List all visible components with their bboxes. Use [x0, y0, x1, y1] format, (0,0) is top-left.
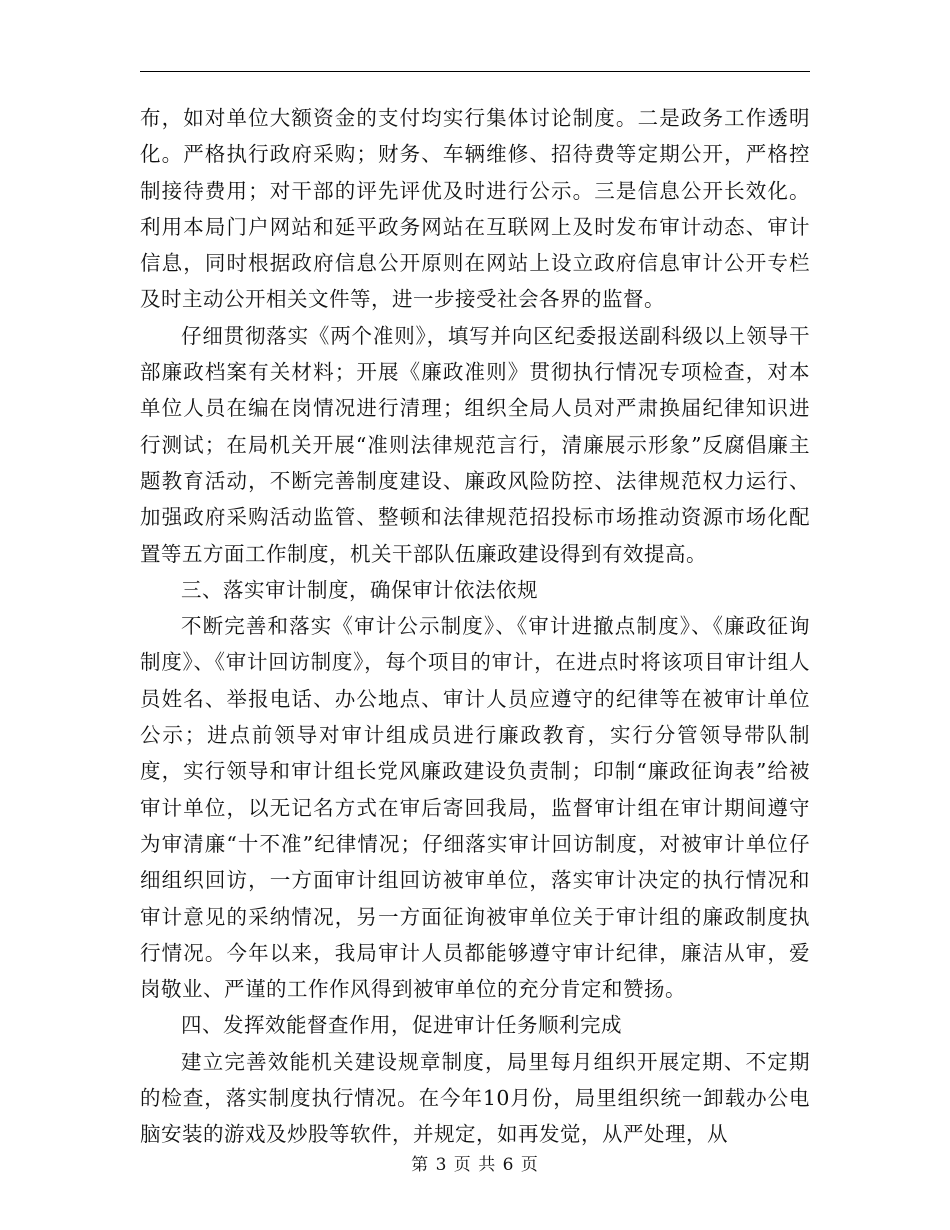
header-rule — [140, 71, 810, 72]
paragraph-2: 仔细贯彻落实《两个准则》，填写并向区纪委报送副科级以上领导干部廉政档案有关材料；开展《廉政准则》贯彻执行情况专项检查，对本单位人员在编在岗情况进行清理；组织全局人员对严肃换届纪律知识进行测试；在局机关开展“准则法律规范言行，清廉展示形象”反腐倡廉主题教育活动，不断完善制度建设、廉政风险防控、法律规范权力运行、加强政府采购活动监管、整顿和法律规范招投标市场推动资源市场化配置等五方面工作制度，机关干部队伍廉政建设得到有效提高。 — [140, 323, 810, 566]
paragraph-6: 建立完善效能机关建设规章制度，局里每月组织开展定期、不定期的检查，落实制度执行情况。在今年10月份，局里组织统一卸载办公电脑安装的游戏及炒股等软件，并规定，如再发觉，从严处理，从 — [140, 1049, 810, 1147]
paragraph-1: 布，如对单位大额资金的支付均实行集体讨论制度。二是政务工作透明化。严格执行政府采购；财务、车辆维修、招待费等定期公开，严格控制接待费用；对干部的评先评优及时进行公示。三是信息公开长效化。利用本局门户网站和延平政务网站在互联网上及时发布审计动态、审计信息，同时根据政府信息公开原则在网站上设立政府信息审计公开专栏及时主动公开相关文件等，进一步接受社会各界的监督。 — [140, 106, 810, 312]
paragraph-4: 不断完善和落实《审计公示制度》、《审计进撤点制度》、《廉政征询制度》、《审计回访制度》，每个项目的审计，在进点时将该项目审计组人员姓名、举报电话、办公地点、审计人员应遵守的纪律等在被审计单位公示；进点前领导对审计组成员进行廉政教育，实行分管领导带队制度，实行领导和审计组长党风廉政建设负责制；印制“廉政征询表”给被审计单位，以无记名方式在审后寄回我局，监督审计组在审计期间遵守为审清廉“十不准”纪律情况；仔细落实审计回访制度，对被审计单位仔细组织回访，一方面审计组回访被审单位，落实审计决定的执行情况和审计意见的采纳情况，另一方面征询被审单位关于审计组的廉政制度执行情况。今年以来，我局审计人员都能够遵守审计纪律，廉洁从审，爱岗敬业、严谨的工作作风得到被审单位的充分肯定和赞扬。 — [140, 614, 810, 1002]
section-heading-4: 四、发挥效能督查作用，促进审计任务顺利完成 — [181, 1013, 622, 1038]
section-heading-3: 三、落实审计制度，确保审计依法依规 — [181, 577, 538, 602]
document-body — [140, 100, 810, 1153]
page-number-footer: 第 3 页 共 6 页 — [411, 1155, 539, 1175]
